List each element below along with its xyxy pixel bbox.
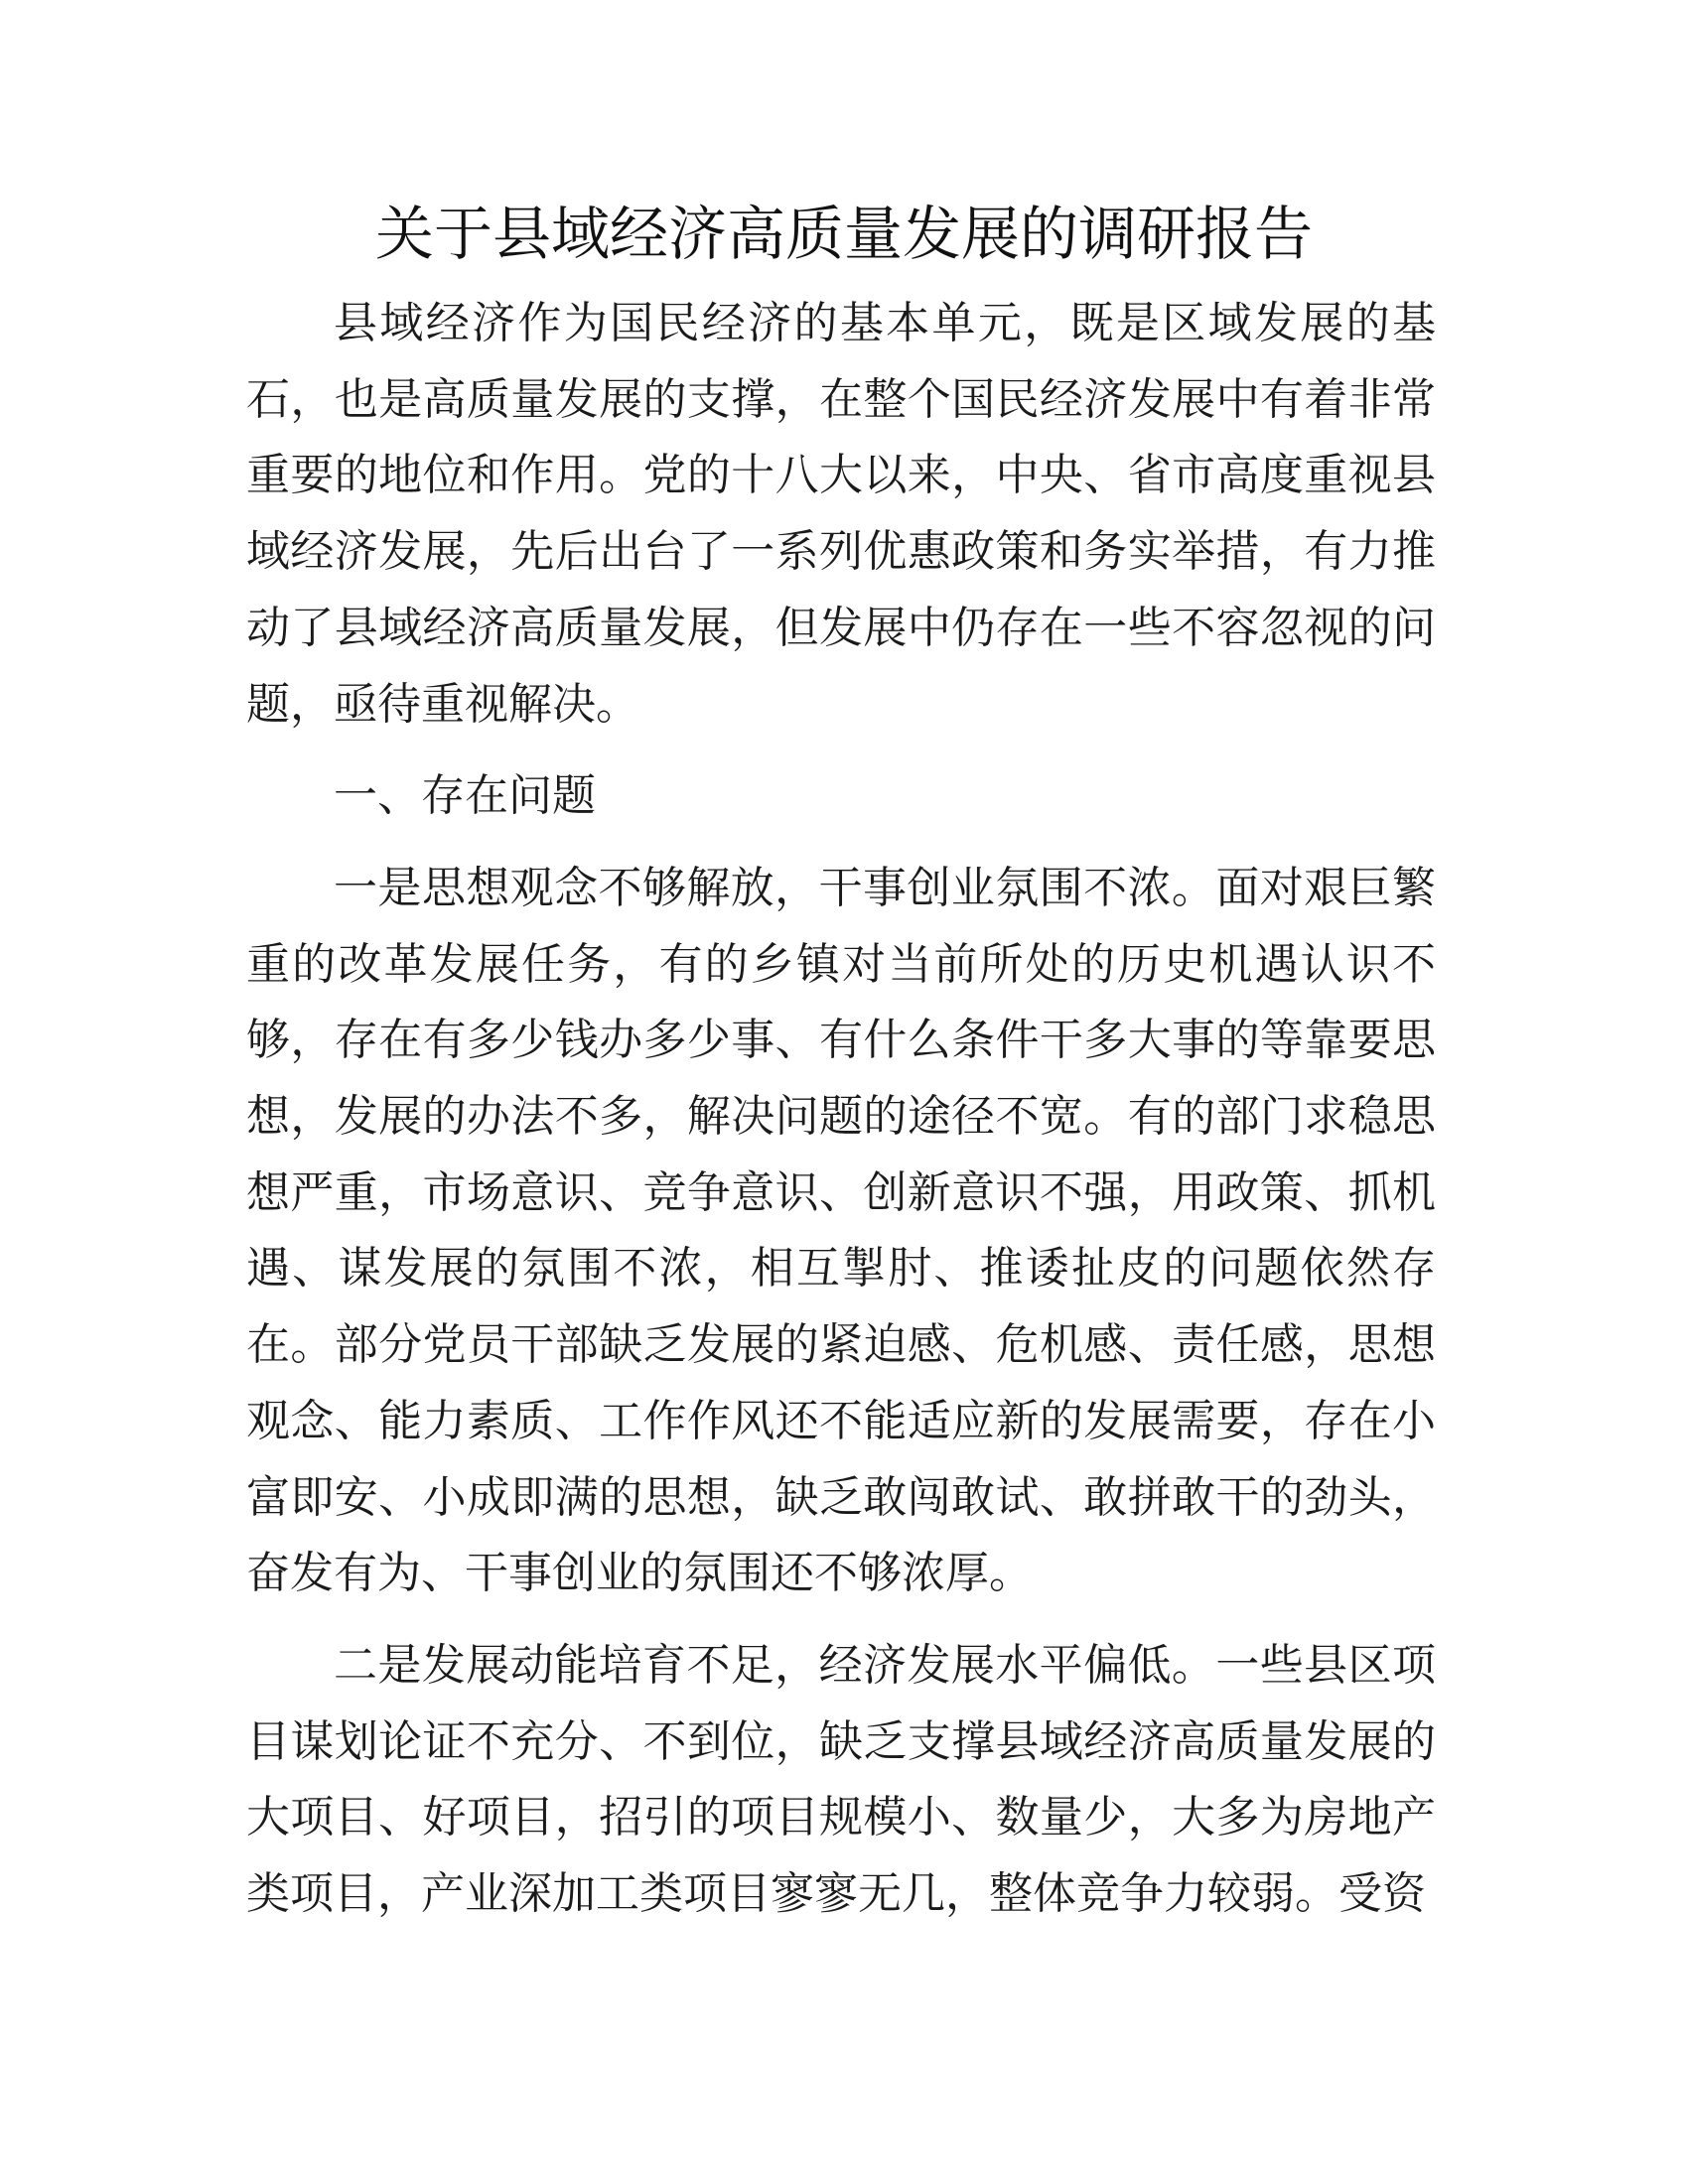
document-title: 关于县域经济高质量发展的调研报告 [374,200,1313,268]
problem-point-2: 二是发展动能培育不足，经济发展水平偏低。一些县区项目谋划论证不充分、不到位，缺乏支撑县域经济高质量发展的大项目、好项目，招引的项目规模小、数量少，大多为房地产类项目，产业深加工类项目寥寥无几，整体竞争力较弱。受资 [246,1639,1436,1920]
problem-point-1: 一是思想观念不够解放，干事创业氛围不浓。面对艰巨繁重的改革发展任务，有的乡镇对当前所处的历史机遇认识不够，存在有多少钱办多少事、有什么条件干多大事的等靠要思想，发展的办法不多，解决问题的途径不宽。有的部门求稳思想严重，市场意识、竞争意识、创新意识不强，用政策、抓机遇、谋发展的氛围不浓，相互掣肘、推诿扯皮的问题依然存在。部分党员干部缺乏发展的紧迫感、危机感、责任感，思想观念、能力素质、工作作风还不能适应新的发展需要，存在小富即安、小成即满的思想，缺乏敢闯敢试、敢拼敢干的劲头，奋发有为、干事创业的氛围还不够浓厚。 [246,862,1436,1599]
intro-paragraph: 县域经济作为国民经济的基本单元，既是区域发展的基石，也是高质量发展的支撑，在整个国民经济发展中有着非常重要的地位和作用。党的十八大以来，中央、省市高度重视县域经济发展，先后出台了一系列优惠政策和务实举措，有力推动了县域经济高质量发展，但发展中仍存在一些不容忽视的问题，亟待重视解决。 [246,298,1436,730]
document-body [246,286,1436,1933]
section-heading-problems: 一、存在问题 [334,770,596,822]
